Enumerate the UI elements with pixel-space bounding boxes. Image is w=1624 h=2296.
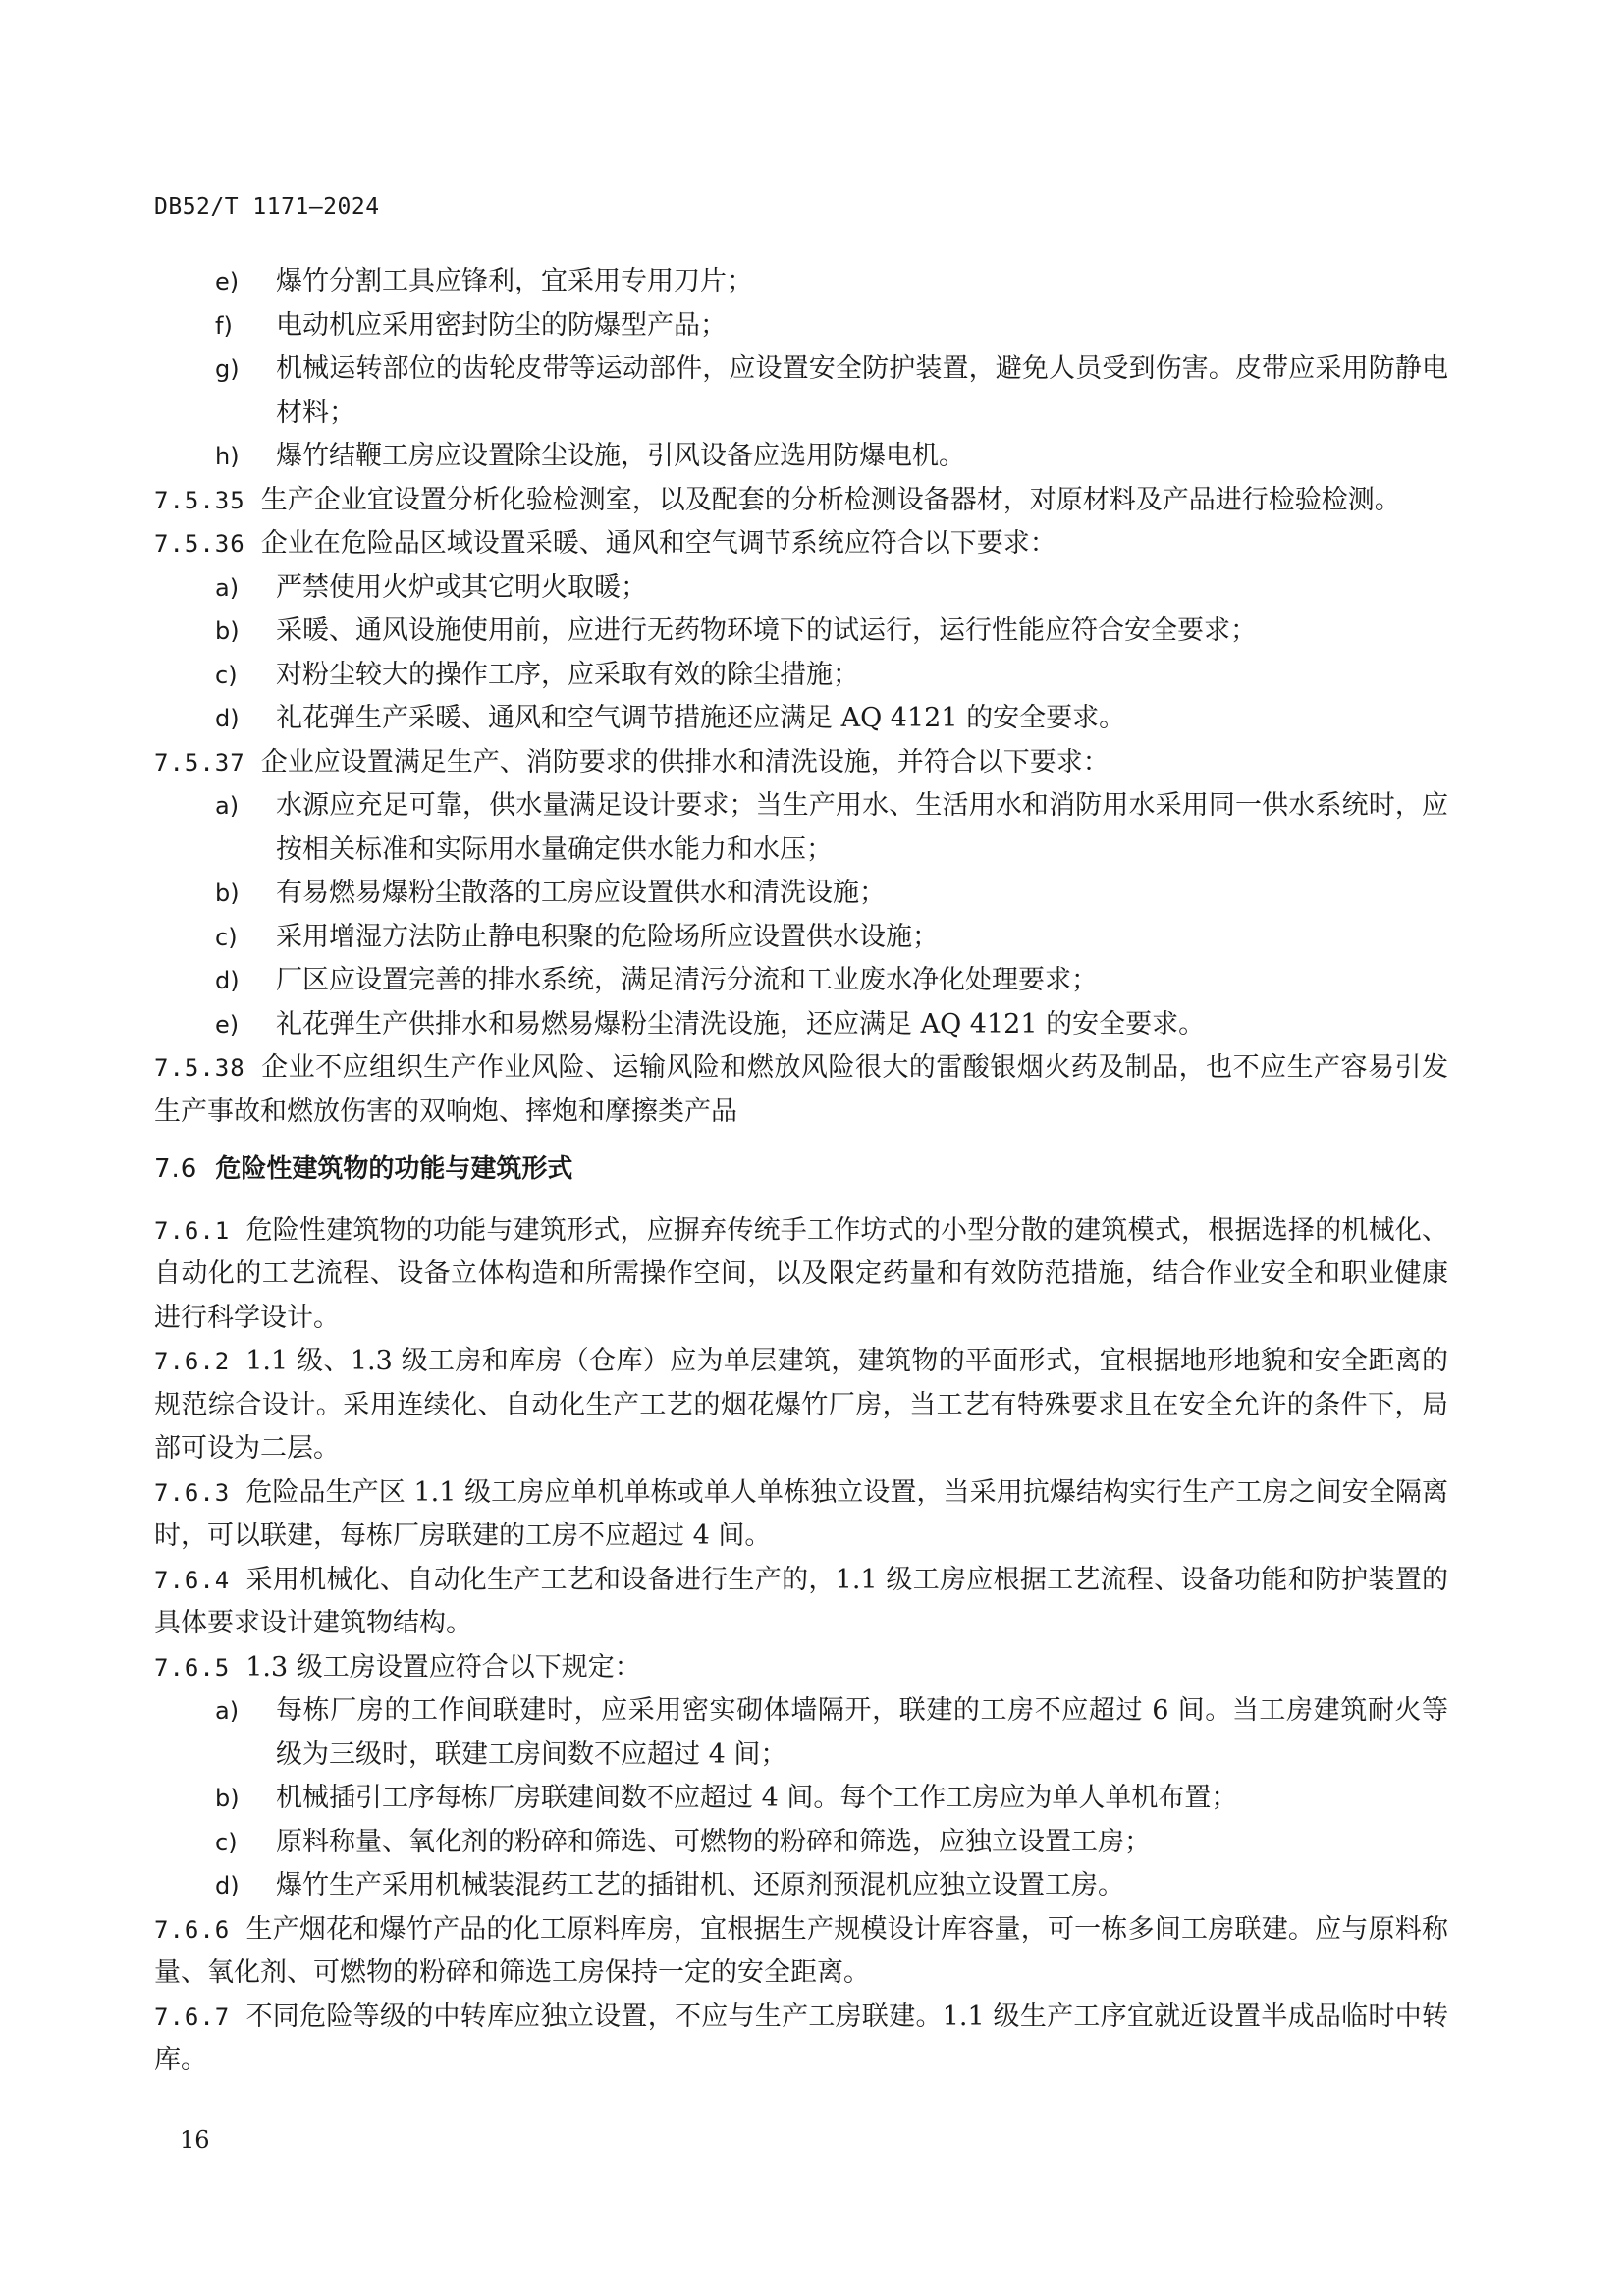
list-item xyxy=(154,347,1448,435)
item-text: 对粉尘较大的操作工序，应采取有效的除尘措施； xyxy=(276,659,859,690)
document-id-header: DB52/T 1171—2024 xyxy=(154,194,380,220)
item-label: b) xyxy=(215,1785,240,1812)
item-label: e) xyxy=(215,268,240,295)
item-label: a) xyxy=(215,792,240,820)
list-item xyxy=(154,697,1448,741)
clause-7-6-7 xyxy=(154,1996,1448,2083)
clause-7-5-35 xyxy=(154,479,1448,523)
list-item xyxy=(154,784,1448,872)
clause-text: 企业在危险品区域设置采暖、通风和空气调节系统应符合以下要求： xyxy=(260,528,1056,559)
clause-text: 生产烟花和爆竹产品的化工原料库房，宜根据生产规模设计库容量，可一栋多间工房联建。应与原料称量、氧化剂、可燃物的粉碎和筛选工房保持一定的安全距离。 xyxy=(154,1913,1448,1988)
clause-number: 7.5.38 xyxy=(154,1054,245,1082)
list-item xyxy=(154,959,1448,1003)
clause-text: 1.3 级工房设置应符合以下规定： xyxy=(245,1651,641,1682)
list-item xyxy=(154,1777,1448,1821)
item-label: f) xyxy=(215,311,233,340)
item-text: 原料称量、氧化剂的粉碎和筛选、可燃物的粉碎和筛选，应独立设置工房； xyxy=(276,1826,1151,1857)
clause-7-6-6 xyxy=(154,1908,1448,1996)
clause-7-6-1 xyxy=(154,1209,1448,1341)
section-title: 危险性建筑物的功能与建筑形式 xyxy=(215,1154,573,1184)
item-text: 采暖、通风设施使用前，应进行无药物环境下的试运行，运行性能应符合安全要求； xyxy=(276,615,1257,646)
item-text: 厂区应设置完善的排水系统，满足清污分流和工业废水净化处理要求； xyxy=(276,965,1098,995)
clause-number: 7.6.5 xyxy=(154,1653,231,1682)
item-label: c) xyxy=(215,923,238,951)
list-item xyxy=(154,1003,1448,1047)
clause-number: 7.6.4 xyxy=(154,1566,231,1594)
clause-text: 危险性建筑物的功能与建筑形式，应摒弃传统手工作坊式的小型分散的建筑模式，根据选择的机械化、自动化的工艺流程、设备立体构造和所需操作空间，以及限定药量和有效防范措施，结合作业安全和职业健康进行科学设计。 xyxy=(154,1214,1448,1333)
clause-number: 7.6.6 xyxy=(154,1915,231,1944)
clause-number: 7.5.35 xyxy=(154,486,245,514)
item-label: a) xyxy=(215,1697,240,1725)
clause-text: 不同危险等级的中转库应独立设置，不应与生产工房联建。1.1 级生产工序宜就近设置半成品临时中转库。 xyxy=(154,2001,1448,2075)
item-label: b) xyxy=(215,880,240,907)
item-label: d) xyxy=(215,1872,240,1899)
section-heading-7-6 xyxy=(154,1148,1448,1192)
item-text: 电动机应采用密封防尘的防爆型产品； xyxy=(276,309,727,341)
page-content xyxy=(154,260,1448,2083)
item-text: 水源应充足可靠，供水量满足设计要求；当生产用水、生活用水和消防用水采用同一供水系统时，应按相关标准和实际用水量确定供水能力和水压； xyxy=(276,790,1448,865)
list-item xyxy=(154,435,1448,479)
item-text: 爆竹分割工具应锋利，宜采用专用刀片； xyxy=(276,266,753,296)
list-item xyxy=(154,260,1448,304)
clause-text: 危险品生产区 1.1 级工房应单机单栋或单人单栋独立设置，当采用抗爆结构实行生产工房之间安全隔离时，可以联建，每栋厂房联建的工房不应超过 4 间。 xyxy=(154,1476,1448,1551)
section-number: 7.6 xyxy=(154,1154,198,1184)
item-text: 严禁使用火炉或其它明火取暖； xyxy=(276,571,647,603)
list-item xyxy=(154,1821,1448,1865)
clause-text: 生产企业宜设置分析化验检测室，以及配套的分析检测设备器材，对原材料及产品进行检验检测。 xyxy=(260,484,1401,515)
list-item xyxy=(154,610,1448,654)
item-text: 爆竹生产采用机械装混药工艺的插钳机、还原剂预混机应独立设置工房。 xyxy=(276,1870,1124,1900)
item-label: d) xyxy=(215,967,240,994)
list-item xyxy=(154,304,1448,348)
item-text: 机械插引工序每栋厂房联建间数不应超过 4 间。每个工作工房应为单人单机布置； xyxy=(276,1783,1238,1813)
item-text: 礼花弹生产采暖、通风和空气调节措施还应满足 AQ 4121 的安全要求。 xyxy=(276,703,1126,733)
item-label: e) xyxy=(215,1010,240,1039)
clause-7-5-36 xyxy=(154,522,1448,566)
clause-7-5-38 xyxy=(154,1046,1448,1134)
item-text: 采用增湿方法防止静电积聚的危险场所应设置供水设施； xyxy=(276,921,939,952)
clause-number: 7.5.37 xyxy=(154,748,245,776)
clause-7-6-4 xyxy=(154,1559,1448,1646)
clause-7-5-37 xyxy=(154,741,1448,785)
item-label: d) xyxy=(215,705,240,732)
item-label: b) xyxy=(215,617,240,645)
clause-text: 企业应设置满足生产、消防要求的供排水和清洗设施，并符合以下要求： xyxy=(260,746,1110,777)
clause-7-6-5 xyxy=(154,1646,1448,1690)
list-item xyxy=(154,916,1448,960)
clause-number: 7.5.36 xyxy=(154,530,245,558)
clause-number: 7.6.3 xyxy=(154,1478,231,1507)
clause-number: 7.6.2 xyxy=(154,1348,231,1375)
list-item xyxy=(154,1864,1448,1908)
item-label: c) xyxy=(215,661,238,689)
clause-text: 企业不应组织生产作业风险、运输风险和燃放风险很大的雷酸银烟火药及制品，也不应生产容易引发生产事故和燃放伤害的双响炮、摔炮和摩擦类产品 xyxy=(154,1052,1448,1127)
list-item xyxy=(154,566,1448,611)
item-text: 有易燃易爆粉尘散落的工房应设置供水和清洗设施； xyxy=(276,878,886,908)
item-text: 爆竹结鞭工房应设置除尘设施，引风设备应选用防爆电机。 xyxy=(276,441,965,471)
item-label: c) xyxy=(215,1828,238,1856)
clause-text: 采用机械化、自动化生产工艺和设备进行生产的，1.1 级工房应根据工艺流程、设备功能和防护装置的具体要求设计建筑物结构。 xyxy=(154,1564,1448,1638)
clause-text: 1.1 级、1.3 级工房和库房（仓库）应为单层建筑，建筑物的平面形式，宜根据地形地貌和安全距离的规范综合设计。采用连续化、自动化生产工艺的烟花爆竹厂房，当工艺有特殊要求且在安全允许的条件下，局部可设为二层。 xyxy=(154,1346,1448,1464)
item-text: 礼花弹生产供排水和易燃易爆粉尘清洗设施，还应满足 AQ 4121 的安全要求。 xyxy=(276,1008,1206,1040)
item-text: 每栋厂房的工作间联建时，应采用密实砌体墙隔开，联建的工房不应超过 6 间。当工房建筑耐火等级为三级时，联建工房间数不应超过 4 间； xyxy=(276,1695,1448,1770)
list-item xyxy=(154,1689,1448,1777)
item-text: 机械运转部位的齿轮皮带等运动部件，应设置安全防护装置，避免人员受到伤害。皮带应采用防静电材料； xyxy=(276,353,1448,428)
item-label: a) xyxy=(215,573,240,602)
clause-number: 7.6.1 xyxy=(154,1216,231,1245)
clause-7-6-2 xyxy=(154,1340,1448,1471)
list-item xyxy=(154,654,1448,698)
page-number: 16 xyxy=(180,2126,210,2154)
item-label: g) xyxy=(215,355,240,383)
clause-number: 7.6.7 xyxy=(154,2002,231,2031)
list-item xyxy=(154,872,1448,916)
item-label: h) xyxy=(215,443,240,470)
clause-7-6-3 xyxy=(154,1471,1448,1559)
